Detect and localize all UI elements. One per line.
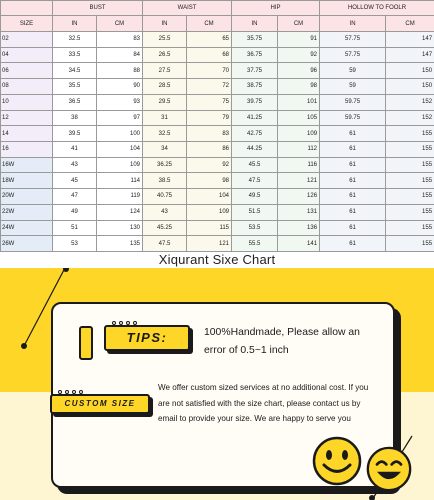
cell-bust-cm: 90 (97, 79, 143, 95)
cell-hol-in: 57.75 (320, 31, 386, 47)
cell-hol-cm: 155 (386, 236, 434, 252)
cell-bust-in: 49 (53, 204, 97, 220)
cell-bust-in: 45 (53, 173, 97, 189)
cell-hol-cm: 150 (386, 63, 434, 79)
tips-label (104, 325, 190, 351)
table-row (1, 157, 434, 173)
cell-hip-in: 49.5 (232, 189, 278, 205)
cell-bust-cm: 130 (97, 220, 143, 236)
cell-hol-cm: 155 (386, 126, 434, 142)
smiley-face-icon (366, 446, 412, 492)
tips-poster (0, 268, 434, 500)
cell-hip-in: 45.5 (232, 157, 278, 173)
cell-hol-in: 59.75 (320, 94, 386, 110)
cell-hip-cm: 96 (278, 63, 320, 79)
cell-waist-in: 25.5 (143, 31, 187, 47)
cell-hip-cm: 141 (278, 236, 320, 252)
cell-waist-in: 43 (143, 204, 187, 220)
cell-hol-in: 61 (320, 157, 386, 173)
table-row (1, 141, 434, 157)
custom-size-text: We offer custom sized services at no additional cost. If you are not satisfied with the size chart, please contact us by email to provide your size. We are happy to serve you (158, 383, 369, 423)
tag-dots (112, 321, 137, 325)
waist-header: WAIST (143, 1, 232, 16)
cell-bust-in: 35.5 (53, 79, 97, 95)
cell-hol-in: 61 (320, 173, 386, 189)
custom-size-label (50, 394, 150, 414)
cell-size: 16 (1, 141, 53, 157)
cell-waist-in: 47.5 (143, 236, 187, 252)
cell-hol-in: 61 (320, 204, 386, 220)
cell-waist-in: 34 (143, 141, 187, 157)
cell-hip-cm: 112 (278, 141, 320, 157)
cell-hip-cm: 116 (278, 157, 320, 173)
hollow-in-header: IN (320, 16, 386, 31)
cell-size: 02 (1, 31, 53, 47)
cell-hol-in: 61 (320, 141, 386, 157)
cell-waist-in: 26.5 (143, 47, 187, 63)
cell-size: 26W (1, 236, 53, 252)
cell-hip-in: 35.75 (232, 31, 278, 47)
group-header-row (1, 1, 434, 16)
cell-hip-cm: 136 (278, 220, 320, 236)
custom-size-label-text: CUSTOM SIZE (64, 399, 136, 408)
cell-bust-in: 43 (53, 157, 97, 173)
cell-waist-cm: 86 (187, 141, 232, 157)
size-header-blank (1, 1, 53, 16)
cell-waist-in: 32.5 (143, 126, 187, 142)
tag-dots (58, 390, 83, 394)
cell-hol-in: 61 (320, 189, 386, 205)
cell-waist-in: 36.25 (143, 157, 187, 173)
table-row (1, 47, 434, 63)
bust-in-header: IN (53, 16, 97, 31)
cell-hol-cm: 147 (386, 31, 434, 47)
hip-cm-header: CM (278, 16, 320, 31)
cell-hol-in: 61 (320, 220, 386, 236)
cell-bust-in: 32.5 (53, 31, 97, 47)
cell-size: 22W (1, 204, 53, 220)
cell-bust-cm: 84 (97, 47, 143, 63)
cell-hol-cm: 155 (386, 157, 434, 173)
cell-hip-in: 37.75 (232, 63, 278, 79)
cell-waist-cm: 70 (187, 63, 232, 79)
hip-in-header: IN (232, 16, 278, 31)
table-row (1, 126, 434, 142)
cell-hol-in: 59.75 (320, 110, 386, 126)
table-row (1, 236, 434, 252)
table-row (1, 173, 434, 189)
bust-cm-header: CM (97, 16, 143, 31)
cell-hip-cm: 92 (278, 47, 320, 63)
cell-hol-in: 61 (320, 236, 386, 252)
cell-bust-cm: 97 (97, 110, 143, 126)
cell-hip-cm: 98 (278, 79, 320, 95)
cell-bust-in: 47 (53, 189, 97, 205)
cell-size: 08 (1, 79, 53, 95)
cell-hol-cm: 152 (386, 110, 434, 126)
cell-waist-in: 45.25 (143, 220, 187, 236)
cell-bust-in: 34.5 (53, 63, 97, 79)
size-chart-body (1, 1, 434, 252)
table-row (1, 63, 434, 79)
cell-size: 20W (1, 189, 53, 205)
cell-bust-cm: 124 (97, 204, 143, 220)
cell-bust-in: 41 (53, 141, 97, 157)
table-row (1, 204, 434, 220)
cell-waist-in: 27.5 (143, 63, 187, 79)
cell-hol-cm: 155 (386, 141, 434, 157)
cell-waist-cm: 72 (187, 79, 232, 95)
cell-bust-cm: 100 (97, 126, 143, 142)
cell-waist-cm: 75 (187, 94, 232, 110)
cell-size: 16W (1, 157, 53, 173)
cell-waist-cm: 121 (187, 236, 232, 252)
cell-hip-in: 42.75 (232, 126, 278, 142)
cell-waist-cm: 83 (187, 126, 232, 142)
cell-bust-cm: 93 (97, 94, 143, 110)
cell-waist-cm: 109 (187, 204, 232, 220)
table-row (1, 79, 434, 95)
smiley-face-icon (312, 436, 362, 486)
cell-hip-cm: 131 (278, 204, 320, 220)
hollow-to-floor-header: HOLLOW TO FOOLR (320, 1, 434, 16)
cell-hip-cm: 91 (278, 31, 320, 47)
cell-bust-in: 33.5 (53, 47, 97, 63)
cell-hol-in: 57.75 (320, 47, 386, 63)
waist-cm-header: CM (187, 16, 232, 31)
size-chart-title: Xiqurant Sixe Chart (0, 252, 434, 268)
cell-hip-cm: 105 (278, 110, 320, 126)
cell-waist-in: 29.5 (143, 94, 187, 110)
cell-hip-in: 38.75 (232, 79, 278, 95)
cell-hol-cm: 155 (386, 173, 434, 189)
table-row (1, 110, 434, 126)
cell-hip-cm: 101 (278, 94, 320, 110)
cell-bust-in: 53 (53, 236, 97, 252)
cell-size: 04 (1, 47, 53, 63)
table-row (1, 220, 434, 236)
cell-bust-in: 38 (53, 110, 97, 126)
cell-hol-cm: 147 (386, 47, 434, 63)
cell-hip-cm: 109 (278, 126, 320, 142)
cell-waist-in: 40.75 (143, 189, 187, 205)
cell-waist-cm: 115 (187, 220, 232, 236)
cell-bust-cm: 114 (97, 173, 143, 189)
cell-hip-in: 44.25 (232, 141, 278, 157)
cell-hol-in: 59 (320, 63, 386, 79)
cell-size: 06 (1, 63, 53, 79)
cell-hip-in: 41.25 (232, 110, 278, 126)
cell-size: 12 (1, 110, 53, 126)
cell-hol-in: 59 (320, 79, 386, 95)
cell-bust-cm: 119 (97, 189, 143, 205)
cell-hol-cm: 155 (386, 204, 434, 220)
cell-hip-in: 55.5 (232, 236, 278, 252)
cell-bust-cm: 109 (97, 157, 143, 173)
cell-hip-in: 51.5 (232, 204, 278, 220)
cell-hol-cm: 150 (386, 79, 434, 95)
cell-bust-in: 51 (53, 220, 97, 236)
cell-hip-in: 36.75 (232, 47, 278, 63)
tips-text: 100%Handmade, Please allow an error of 0.5~1 inch (204, 327, 360, 356)
cell-size: 10 (1, 94, 53, 110)
hollow-cm-header: CM (386, 16, 434, 31)
unit-header-row (1, 16, 434, 31)
cell-hip-cm: 121 (278, 173, 320, 189)
cell-hol-cm: 155 (386, 189, 434, 205)
cell-bust-cm: 104 (97, 141, 143, 157)
cell-size: 18W (1, 173, 53, 189)
hip-header: HIP (232, 1, 320, 16)
cell-waist-cm: 98 (187, 173, 232, 189)
cell-hip-cm: 126 (278, 189, 320, 205)
table-row (1, 189, 434, 205)
cell-hol-cm: 152 (386, 94, 434, 110)
cell-hip-in: 47.5 (232, 173, 278, 189)
cell-hip-in: 53.5 (232, 220, 278, 236)
cell-waist-cm: 65 (187, 31, 232, 47)
table-row (1, 31, 434, 47)
cell-waist-cm: 92 (187, 157, 232, 173)
cell-bust-cm: 83 (97, 31, 143, 47)
cell-waist-in: 28.5 (143, 79, 187, 95)
cell-waist-in: 38.5 (143, 173, 187, 189)
cell-waist-cm: 79 (187, 110, 232, 126)
table-row (1, 94, 434, 110)
bust-header: BUST (53, 1, 143, 16)
cell-size: 24W (1, 220, 53, 236)
tips-label-text: TIPS: (126, 330, 168, 345)
cell-bust-cm: 88 (97, 63, 143, 79)
cell-waist-in: 31 (143, 110, 187, 126)
cell-size: 14 (1, 126, 53, 142)
size-header: SIZE (1, 16, 53, 31)
card-notch (79, 326, 93, 360)
cell-hol-in: 61 (320, 126, 386, 142)
cell-bust-cm: 135 (97, 236, 143, 252)
cell-bust-in: 39.5 (53, 126, 97, 142)
waist-in-header: IN (143, 16, 187, 31)
cell-waist-cm: 104 (187, 189, 232, 205)
cell-bust-in: 36.5 (53, 94, 97, 110)
cell-hip-in: 39.75 (232, 94, 278, 110)
cell-waist-cm: 68 (187, 47, 232, 63)
cell-hol-cm: 155 (386, 220, 434, 236)
